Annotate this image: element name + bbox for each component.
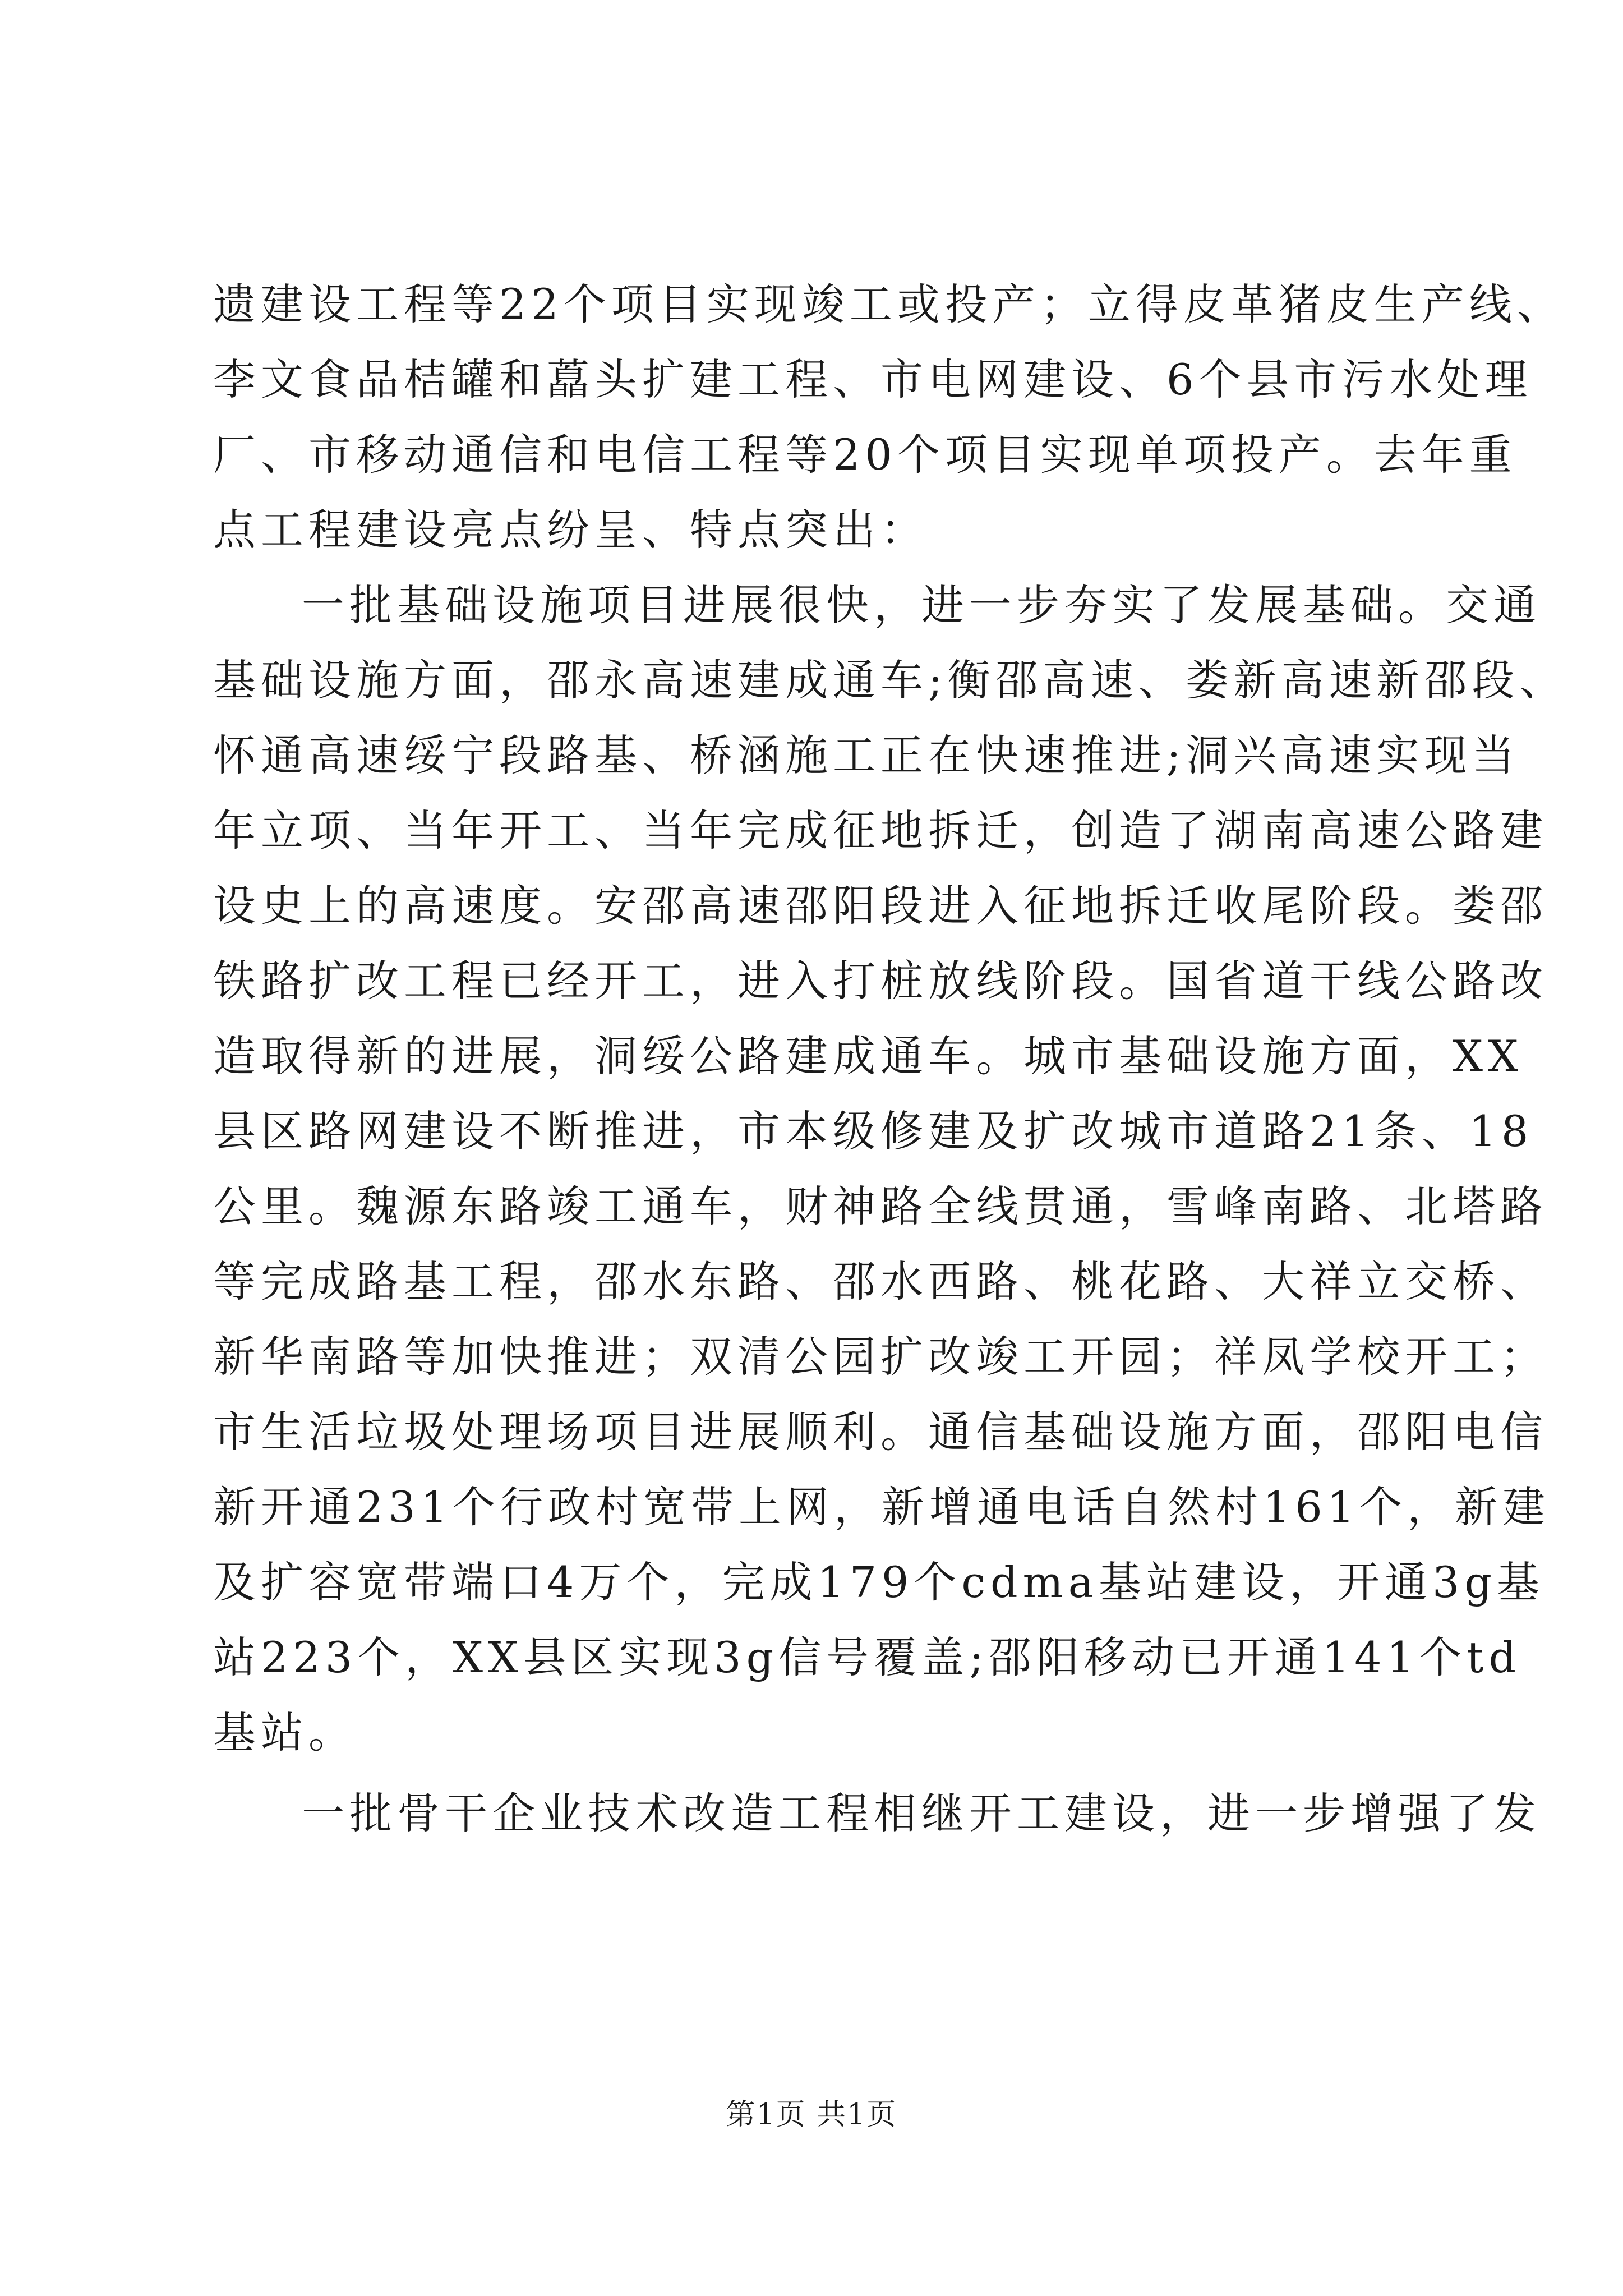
text-line: 站223个，XX县区实现3g信号覆盖;邵阳移动已开通141个td [213,1632,1521,1682]
text-line: 点工程建设亮点纷呈、特点突出： [213,505,928,555]
text-line: 怀通高速绥宁段路基、桥涵施工正在快速推进;洞兴高速实现当 [213,730,1520,780]
text-line: 造取得新的进展，洞绥公路建成通车。城市基础设施方面，XX [213,1031,1524,1081]
page-number-footer: 第1页 共1页 [726,2098,897,2132]
text-line: 及扩容宽带端口4万个，完成179个cdma基站建设，开通3g基 [213,1557,1545,1607]
text-line: 公里。魏源东路竣工通车，财神路全线贯通，雪峰南路、北塔路 [213,1181,1548,1231]
text-line: 县区路网建设不断推进，市本级修建及扩改城市道路21条、18 [213,1106,1534,1156]
text-line: 等完成路基工程，邵水东路、邵水西路、桃花路、大祥立交桥、 [213,1257,1548,1306]
text-line: 设史上的高速度。安邵高速邵阳段进入征地拆迁收尾阶段。娄邵 [213,881,1548,931]
text-line: 新华南路等加快推进；双清公园扩改竣工开园；祥凤学校开工； [213,1332,1548,1382]
text-line: 基础设施方面，邵永高速建成通车;衡邵高速、娄新高速新邵段、 [213,655,1567,705]
text-line: 基站。 [213,1708,356,1757]
paragraph-first-line: 一批基础设施项目进展很快，进一步夯实了发展基础。交通 [302,580,1541,630]
text-line: 铁路扩改工程已经开工，进入打桩放线阶段。国省道干线公路改 [213,956,1548,1006]
text-line: 新开通231个行政村宽带上网，新增通电话自然村161个，新建 [213,1482,1551,1532]
paragraph-first-line: 一批骨干企业技术改造工程相继开工建设，进一步增强了发 [302,1788,1541,1838]
text-line: 厂、市移动通信和电信工程等20个项目实现单项投产。去年重 [213,430,1517,480]
text-line: 年立项、当年开工、当年完成征地拆迁，创造了湖南高速公路建 [213,806,1548,855]
text-line: 李文食品桔罐和藠头扩建工程、市电网建设、6个县市污水处理 [213,355,1533,404]
text-line: 市生活垃圾处理场项目进展顺利。通信基础设施方面，邵阳电信 [213,1407,1548,1457]
text-line: 遗建设工程等22个项目实现竣工或投产；立得皮革猪皮生产线、 [213,279,1565,329]
